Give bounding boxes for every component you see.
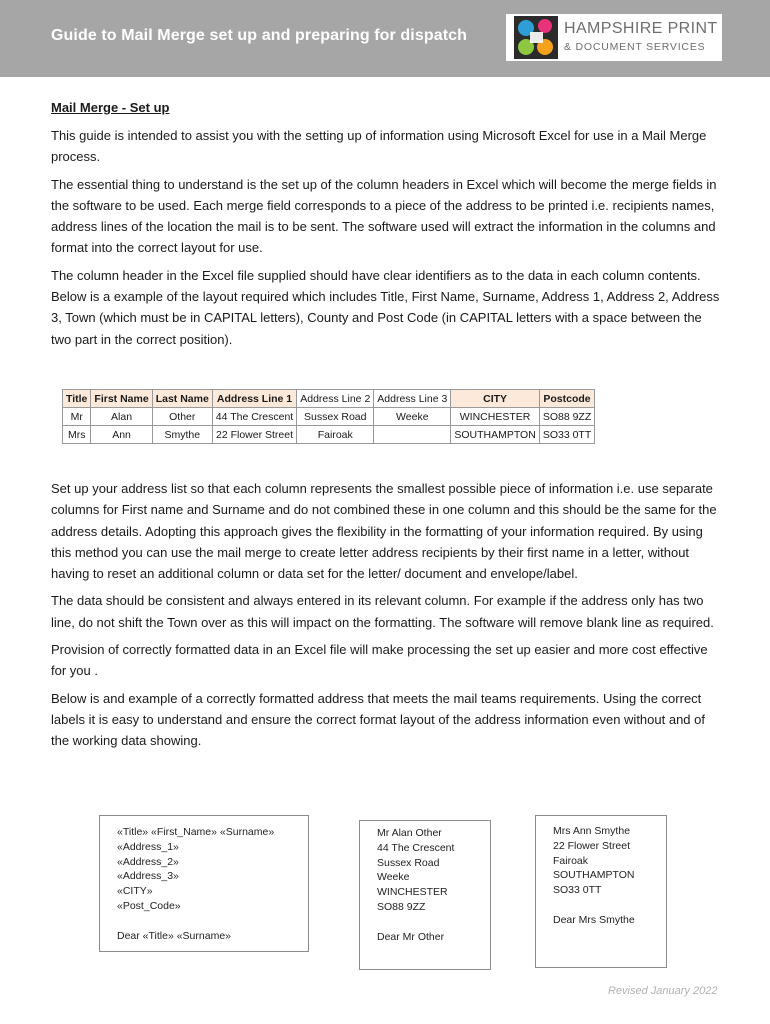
table-cell: Ann <box>91 426 152 444</box>
table-cell: SO33 0TT <box>539 426 594 444</box>
table-cell: Alan <box>91 408 152 426</box>
merge-field-label <box>99 815 309 952</box>
address-label-example <box>535 815 667 968</box>
label-line: SOUTHAMPTON <box>553 869 635 882</box>
label-line: «CITY» <box>117 885 153 898</box>
label-line: Dear Mr Other <box>377 930 445 943</box>
label-line <box>553 898 666 913</box>
table-cell: Sussex Road <box>297 408 374 426</box>
label-line: Mrs Ann Smythe <box>553 825 631 837</box>
column-header: Address Line 3 <box>374 390 451 408</box>
label-line: WINCHESTER <box>377 886 448 899</box>
paragraph: The column header in the Excel file supplied should have clear identifiers as to the data in each column contents. Below is a example of the layout required which includes Title, First Name, Surname, Address 1, Address 2, Address 3, Town (which must be in CAPITAL letters), County and Post Code (in CAPITAL letters with a space between the two part in the correct position). <box>51 267 720 347</box>
paragraph: Below is and example of a correctly formatted address that meets the mail teams requirements. Using the correct labels it is easy to understand and ensure the correct format layout of the address information even without and of the working data showing. <box>51 690 705 749</box>
table-cell: SO88 9ZZ <box>539 408 594 426</box>
label-line: 22 Flower Street <box>553 839 631 852</box>
label-line: Dear «Title» «Surname» <box>117 929 232 942</box>
paragraph: Set up your address list so that each column represents the smallest possible piece of information i.e. use separate columns for First name and Surname and do not combined these in one column and this should be the same for the address details. Adopting this approach gives the flexibility in the formatting of your information required. By using this method you can use the mail merge to create letter address recipients by their first name in a letter, without having to reset an additional column or data set for the letter/ document and envelope/label. <box>51 481 717 582</box>
label-line: «Address_2» <box>117 855 179 868</box>
logo-subtitle: & DOCUMENT SERVICES <box>564 41 706 53</box>
table-header-row <box>63 390 595 408</box>
column-header: Title <box>63 390 91 408</box>
table-cell: Mr <box>63 408 91 426</box>
label-line: Fairoak <box>553 854 589 867</box>
label-line <box>377 915 490 930</box>
label-line: «Address_3» <box>117 870 179 883</box>
label-line: «Address_1» <box>117 840 179 853</box>
table-cell: Fairoak <box>297 426 374 444</box>
table-cell: Smythe <box>152 426 212 444</box>
table-cell: Other <box>152 408 212 426</box>
label-line <box>117 914 308 929</box>
label-line: SO88 9ZZ <box>377 900 426 913</box>
label-line: «Post_Code» <box>117 899 181 912</box>
company-logo <box>506 14 722 61</box>
table-cell: 22 Flower Street <box>212 426 296 444</box>
paragraph: Provision of correctly formatted data in an Excel file will make processing the set up easier and more cost effective for you . <box>51 642 708 679</box>
table-cell: 44 The Crescent <box>212 408 296 426</box>
intro-section <box>51 100 723 356</box>
column-header: First Name <box>91 390 152 408</box>
paragraph: This guide is intended to assist you with the setting up of information using Microsoft Excel for use in a Mail Merge process. <box>51 128 707 165</box>
example-column-table <box>62 389 595 444</box>
label-line: SO33 0TT <box>553 884 602 897</box>
table-cell <box>374 426 451 444</box>
column-header: Postcode <box>539 390 594 408</box>
logo-name: HAMPSHIRE PRINT <box>564 20 718 37</box>
label-line: Weeke <box>377 871 410 884</box>
page-title: Guide to Mail Merge set up and preparing for dispatch <box>51 27 468 44</box>
column-header: Address Line 2 <box>297 390 374 408</box>
table-cell: WINCHESTER <box>451 408 539 426</box>
label-line: 44 The Crescent <box>377 841 455 854</box>
label-line: Mr Alan Other <box>377 827 442 839</box>
printer-logo-icon <box>514 16 558 59</box>
label-line: Dear Mrs Smythe <box>553 913 635 926</box>
label-line: «Title» «First_Name» «Surname» <box>117 826 275 838</box>
column-header: Address Line 1 <box>212 390 296 408</box>
revision-note: Revised January 2022 <box>608 985 718 997</box>
address-label-example <box>359 820 491 970</box>
table-row <box>63 408 595 426</box>
table-row <box>63 426 595 444</box>
paragraph: The data should be consistent and always entered in its relevant column. For example if the address only has two line, do not shift the Town over as this will impact on the formatting. The software will remove blank line as required. <box>51 593 714 630</box>
paragraph: The essential thing to understand is the set up of the column headers in Excel which will become the merge fields in the software to be used. Each merge field corresponds to a piece of the address to be printed i.e. recipients names, address lines of the location the mail is to be sent. The software used will extract the information in the columns and format into the correct layout for use. <box>51 176 717 256</box>
column-header: CITY <box>451 390 539 408</box>
table-cell: Mrs <box>63 426 91 444</box>
column-header: Last Name <box>152 390 212 408</box>
label-line: Sussex Road <box>377 856 440 869</box>
guidance-section <box>51 478 723 758</box>
page-header <box>0 0 770 77</box>
section-heading: Mail Merge - Set up <box>51 100 170 115</box>
table-cell: Weeke <box>374 408 451 426</box>
table-cell: SOUTHAMPTON <box>451 426 539 444</box>
